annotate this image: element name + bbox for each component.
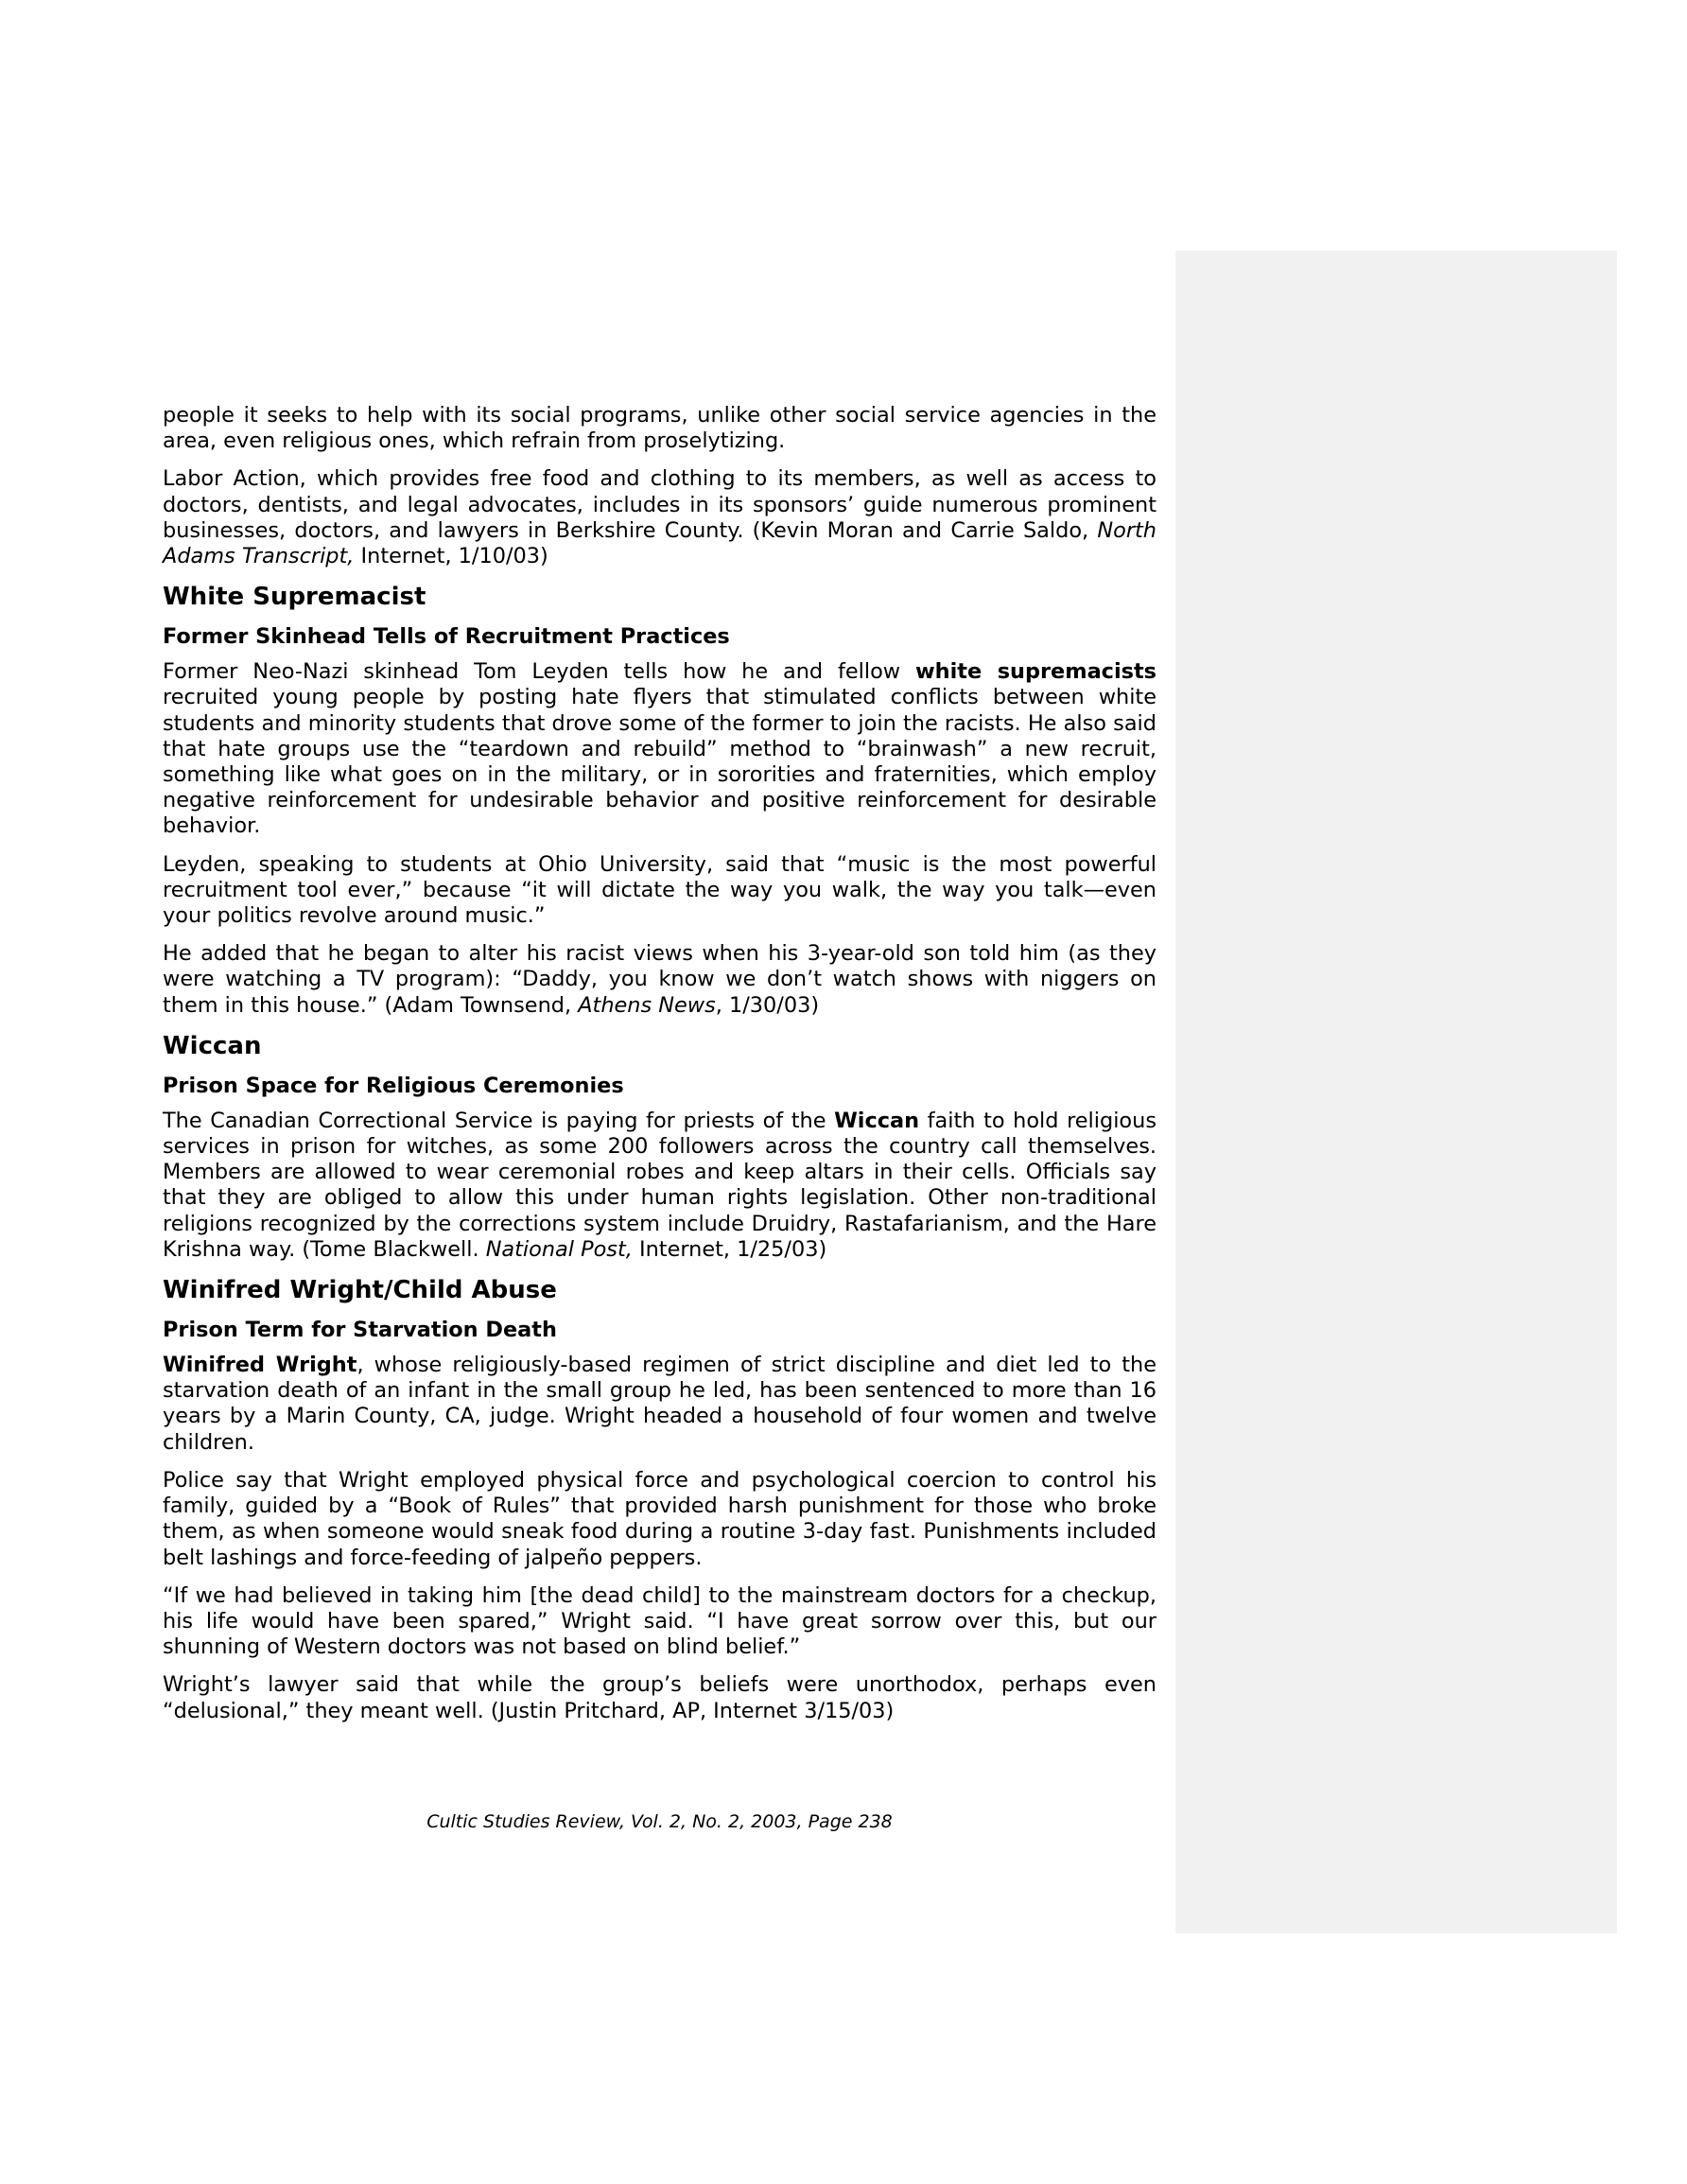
paragraph-leyden-1 — [163, 659, 1157, 839]
paragraph-wright-2 — [163, 1468, 1157, 1571]
paragraph-text: people it seeks to help with its social programs, unlike other social service agencies in the area, even religious ones, which refrain from proselytizing. — [163, 403, 1157, 454]
subheading-skinhead-recruitment: Former Skinhead Tells of Recruitment Practices — [163, 624, 730, 650]
keyword-bold: Wiccan — [834, 1108, 920, 1133]
paragraph-labor-action — [163, 466, 1157, 569]
keyword-bold: Winifred Wright — [163, 1353, 357, 1378]
source-title: National Post, — [485, 1236, 633, 1262]
subheading-prison-term: Prison Term for Starvation Death — [163, 1318, 557, 1343]
paragraph-text: faith to hold religious services in prison for witches, as some 200 followers across the country call themselves. Members are allowed to wear ceremonial robes and keep altars in their cells. Officials say that they are obliged to allow this under human rights legislation. Other non-traditional religions recognized by the corrections system include Druidry, Rastafarianism, and the Hare Krishna way. (Tome Blackwell. — [163, 1108, 1157, 1262]
paragraph-text: The Canadian Correctional Service is paying for priests of the — [163, 1108, 835, 1133]
paragraph-wright-1 — [163, 1353, 1157, 1456]
paragraph-text: , whose religiously-based regimen of strict discipline and diet led to the starvation death of an infant in the small group he led, has been sentenced to more than 16 years by a Marin County, CA, judge. Wright headed a household of four women and twelve children. — [163, 1353, 1157, 1455]
citation-text: Internet, 1/25/03) — [632, 1236, 827, 1262]
paragraph-text: Police say that Wright employed physical force and psychological coercion to control his family, guided by a “Book of Rules” that provided harsh punishment for those who broke them, as when someone would sneak food during a routine 3-day fast. Punishments included belt lashings and force-feeding of jalpeño peppers. — [163, 1467, 1157, 1570]
section-heading-wiccan: Wiccan — [163, 1031, 262, 1060]
source-title: Athens News — [578, 992, 716, 1018]
paragraph-leyden-3 — [163, 941, 1157, 1019]
paragraph-text: Labor Action, which provides free food and clothing to its members, as well as access to doctors, dentists, and legal advocates, includes in its sponsors’ guide numerous prominent businesses, doctors, and lawyers in Berkshire County. (Kevin Moran and Carrie Saldo, — [163, 466, 1157, 543]
paragraph-wiccan-1 — [163, 1109, 1157, 1263]
keyword-bold: white supremacists — [914, 659, 1157, 685]
citation-text: Internet, 1/10/03) — [354, 544, 548, 569]
citation-text: , 1/30/03) — [715, 992, 820, 1018]
paragraph-intro-1 — [163, 403, 1157, 454]
subheading-prison-space: Prison Space for Religious Ceremonies — [163, 1073, 624, 1098]
paragraph-text: Leyden, speaking to students at Ohio University, said that “music is the most powerful recruitment tool ever,” because “it will dictate the way you walk, the way you talk—even your politics revolve around music.” — [163, 851, 1157, 929]
paragraph-wright-4 — [163, 1672, 1157, 1723]
paragraph-text: “If we had believed in taking him [the dead child] to the mainstream doctors for a checkup, his life would have been spared,” Wright said. “I have great sorrow over this, but our shunning of Western doctors was not based on blind belief.” — [163, 1582, 1157, 1660]
paragraph-text: Former Neo-Nazi skinhead Tom Leyden tells how he and fellow — [163, 659, 915, 685]
paragraph-text: Wright’s lawyer said that while the group’s beliefs were unorthodox, perhaps even “delusional,” they meant well. (Justin Pritchard, AP, Internet 3/15/03) — [163, 1672, 1157, 1723]
page-content — [163, 403, 1157, 1737]
paragraph-text: recruited young people by posting hate flyers that stimulated conflicts between white students and minority students that drove some of the former to join the racists. He also said that hate groups use the “teardown and rebuild” method to “brainwash” a new recruit, something like what goes on in the military, or in sororities and fraternities, which employ negative reinforcement for undesirable behavior and positive reinforcement for desirable behavior. — [163, 685, 1157, 839]
section-heading-winifred-wright: Winifred Wright/Child Abuse — [163, 1276, 557, 1305]
paragraph-text: He added that he began to alter his racist views when his 3-year-old son told him (as they were watching a TV program): “Daddy, you know we don’t watch shows with niggers on them in this house.” (Adam Townsend, — [163, 941, 1157, 1018]
section-heading-white-supremacist: White Supremacist — [163, 583, 426, 612]
page-footer-citation: Cultic Studies Review, Vol. 2, No. 2, 2003, Page 238 — [426, 1811, 893, 1832]
source-title: North Adams Transcript, — [163, 517, 1157, 569]
paragraph-wright-3 — [163, 1583, 1157, 1661]
comment-pane — [1175, 251, 1617, 1933]
paragraph-leyden-2 — [163, 852, 1157, 930]
